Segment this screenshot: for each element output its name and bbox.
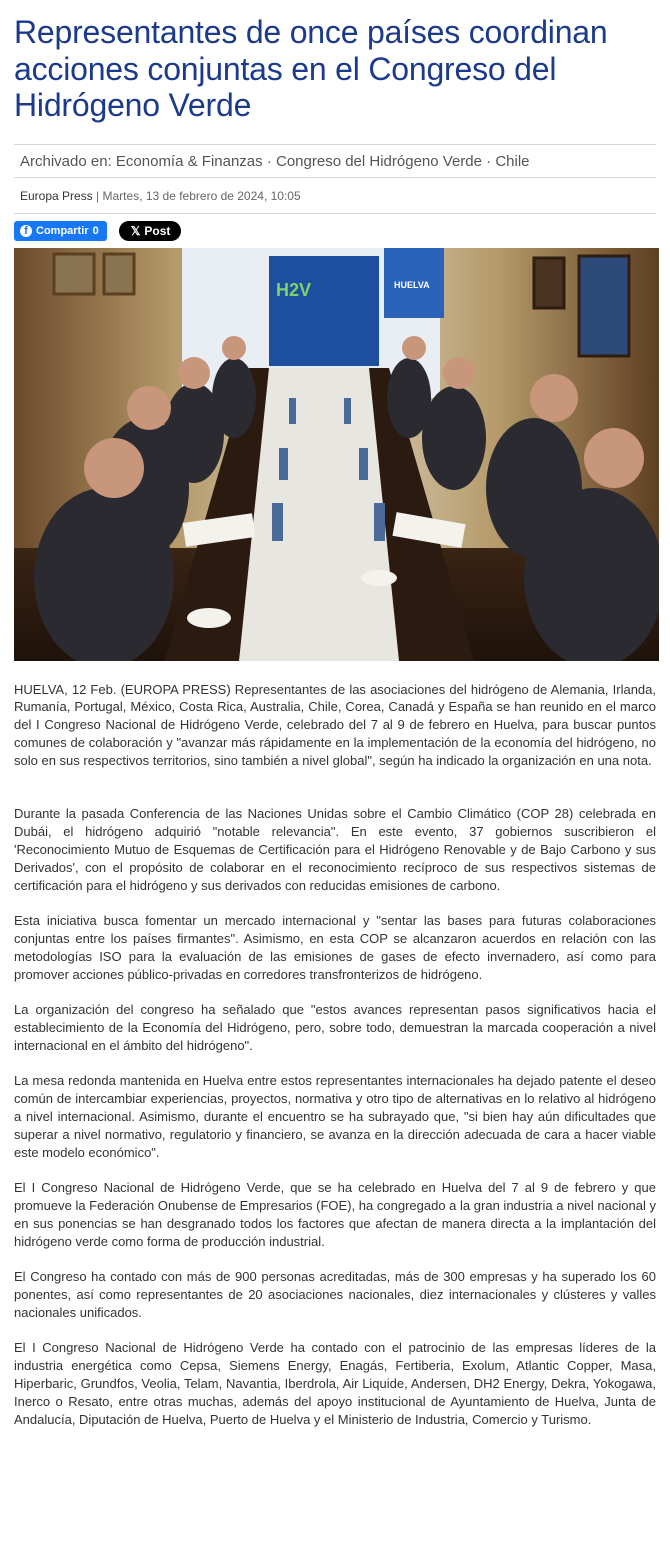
byline-separator: | bbox=[96, 188, 100, 203]
article-photo bbox=[14, 248, 659, 661]
category-link-chile[interactable]: Chile bbox=[495, 152, 530, 170]
category-link-congreso[interactable]: Congreso del Hidrógeno Verde bbox=[276, 152, 482, 170]
separator: · bbox=[266, 152, 272, 170]
article-paragraph: El I Congreso Nacional de Hidrógeno Verde ha contado con el patrocinio de las empresas líderes de la industria energética como Cepsa, Siemens Energy, Enagás, Fertiberia, Exolum, Atlantic Copper, Masa, Hiperbaric, Grundfos, Veolia, Telam, Navantia, Iberdrola, Air Liquide, Andersen, DH2 Energy, Dekra, Yokogawa, Inerco o Resato, entre otras muchas, además del apoyo institucional de Ayuntamiento de Huelva, Junta de Andalucía, Diputación de Huelva, Puerto de Huelva y el Ministerio de Industria, Comercio y Turismo. bbox=[14, 1340, 656, 1427]
x-post-label: Post bbox=[144, 223, 171, 238]
article-paragraph: Esta iniciativa busca fomentar un mercado internacional y "sentar las bases para futuras colaboraciones conjuntas entre los países firmantes". Asimismo, en esta COP se alcanzaron acuerdos en relación con las metodologías ISO para la evaluación de las emisiones de gases de efecto invernadero, así como para promover acciones público-privadas en corredores transfronterizos de hidrógeno. bbox=[14, 913, 656, 982]
article-paragraph: La organización del congreso ha señalado que "estos avances representan pasos significativos hacia el establecimiento de la Economía del Hidrógeno, pero, sobre todo, demuestran la marcada cooperación a nivel internacional en el ámbito del hidrógeno". bbox=[14, 1002, 656, 1053]
byline-source: Europa Press bbox=[20, 188, 93, 203]
x-icon: 𝕏 bbox=[130, 223, 141, 238]
byline bbox=[14, 178, 656, 214]
separator: · bbox=[486, 152, 492, 170]
x-post-button[interactable] bbox=[119, 221, 182, 241]
article-body bbox=[14, 681, 656, 1429]
archive-prefix: Archivado en: bbox=[20, 152, 112, 170]
article-paragraph: El Congreso ha contado con más de 900 personas acreditadas, más de 300 empresas y ha superado los 60 ponentes, así como representantes de 20 asociaciones nacionales, diez internacionales y clústeres y valles nacionales unificados. bbox=[14, 1269, 656, 1320]
sign-text: HUELVA bbox=[394, 279, 430, 290]
article-paragraph: La mesa redonda mantenida en Huelva entre estos representantes internacionales ha dejado patente el deseo común de intercambiar experiencias, proyectos, normativa y otro tipo de alternativas en lo relativo al hidrógeno a nivel internacional. Asimismo, durante el encuentro se ha subrayado que, "si bien hay aún dificultades que superar a nivel normativo, regulatorio y financiero, se avanza en la dirección adecuada de cara a hacer viable este modelo económico". bbox=[14, 1073, 656, 1160]
archive-bar bbox=[14, 144, 656, 178]
article-title: Representantes de once países coordinan acciones conjuntas en el Congreso del Hidrógeno Verde bbox=[14, 14, 608, 123]
facebook-icon: f bbox=[20, 225, 32, 237]
article-paragraph: El I Congreso Nacional de Hidrógeno Verde, que se ha celebrado en Huelva del 7 al 9 de febrero y que promueve la Federación Onubense de Empresarios (FOE), ha congregado a la gran industria a nivel nacional y en sus ponencias se han desgranado todos los factores que afectan de manera directa a la implantación del hidrógeno verde como forma de producción industrial. bbox=[14, 1180, 656, 1249]
facebook-share-button[interactable] bbox=[14, 221, 107, 241]
banner-text: H2V bbox=[276, 279, 312, 300]
article bbox=[0, 14, 670, 1428]
article-paragraph: HUELVA, 12 Feb. (EUROPA PRESS) Representantes de las asociaciones del hidrógeno de Alemania, Irlanda, Rumanía, Portugal, México, Costa Rica, Australia, Chile, Corea, Canadá y España se han reunido en el marco del I Congreso Nacional de Hidrógeno Verde, celebrado del 7 al 9 de febrero en Huelva, para buscar puntos comunes de colaboración y "avanzar más rápidamente en la implementación de la economía del hidrógeno, no solo en sus respectivos territorios, sino también a nivel global", según ha indicado la organización en una nota. bbox=[14, 681, 656, 768]
share-bar bbox=[14, 220, 656, 242]
facebook-share-label: Compartir bbox=[36, 224, 89, 237]
article-paragraph: Durante la pasada Conferencia de las Naciones Unidas sobre el Cambio Climático (COP 28) celebrada en Dubái, el hidrógeno adquirió "notable relevancia". En este evento, 37 gobiernos suscribieron el 'Reconocimiento Mutuo de Esquemas de Certificación para el Hidrógeno Renovable y de Bajo Carbono y sus Derivados', con el propósito de colaborar en el reconocimiento recíproco de sus respectivos sistemas de certificación para el hidrógeno y sus derivados con reducidas emisiones de carbono. bbox=[14, 806, 656, 893]
byline-date: Martes, 13 de febrero de 2024, 10:05 bbox=[102, 188, 301, 203]
facebook-share-count: 0 bbox=[92, 224, 99, 237]
category-link-economia[interactable]: Economía & Finanzas bbox=[115, 152, 263, 170]
